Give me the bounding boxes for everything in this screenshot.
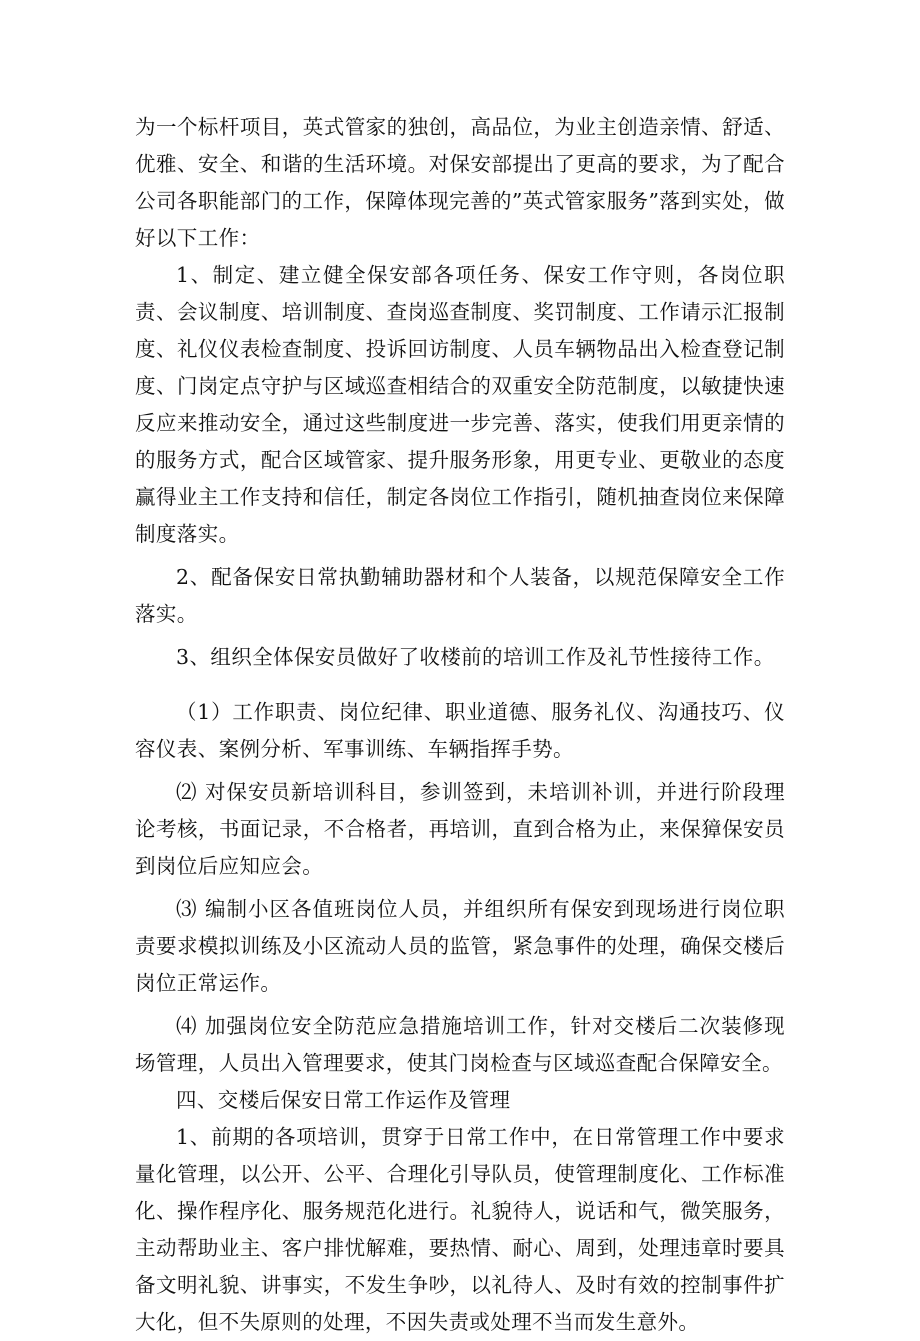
document-body <box>135 109 785 1341</box>
paragraph-subitem-2: ⑵ 对保安员新培训科目，参训签到，未培训补训，并进行阶段理论考核，书面记录，不合格者，再培训，直到合格为止，来保獐保安员到岗位后应知应会。 <box>135 780 785 878</box>
paragraph-item-3: 3、组织全体保安员做好了收楼前的培训工作及礼节性接待工作。 <box>176 645 775 669</box>
paragraph-subitem-4: ⑷ 加强岗位安全防范应急措施培训工作，针对交楼后二次装修现场管理，人员出入管理要求，使其门岗检查与区域巡查配合保障安全。 <box>135 1014 785 1075</box>
paragraph-intro: 为一个标杆项目，英式管家的独创，高品位，为业主创造亲情、舒适、优雅、安全、和谐的生活环境。对保安部提出了更高的要求，为了配合公司各职能部门的工作，保障体现完善的”英式管家服务”落到实处，做好以下工作： <box>135 115 785 250</box>
paragraph-item-2: 2、配备保安日常执勤辅助器材和个人装备，以规范保障安全工作落实。 <box>135 565 785 626</box>
paragraph-subitem-1: （1）工作职责、岗位纪律、职业道德、服务礼仪、沟通技巧、仪容仪表、案例分析、军事训练、车辆指挥手势。 <box>135 700 785 761</box>
section-heading-4: 四、交楼后保安日常工作运作及管理 <box>176 1088 511 1112</box>
paragraph-section4-item-1: 1、前期的各项培训，贯穿于日常工作中，在日常管理工作中要求量化管理，以公开、公平、合理化引导队员，使管理制度化、工作标准化、操作程序化、服务规范化进行。礼貌待人，说话和气，微笑服务，主动帮助业主、客户排忧解难，要热情、耐心、周到，处理违章时要具备文明礼貌、讲事实，不发生争吵，以礼待人、及时有效的控制事件扩大化，但不失原则的处理，不因失责或处理不当而发生意外。 <box>135 1125 785 1334</box>
paragraph-item-1: 1、制定、建立健全保安部各项任务、保安工作守则，各岗位职责、会议制度、培训制度、查岗巡查制度、奖罚制度、工作请示汇报制度、礼仪仪表检查制度、投诉回访制度、人员车辆物品出入检查登记制度、门岗定点守护与区域巡查相结合的双重安全防范制度，以敏捷快速反应来推动安全，通过这些制度进一步完善、落实，使我们用更亲情的的服务方式，配合区域管家、提升服务形象，用更专业、更敬业的态度赢得业主工作支持和信任，制定各岗位工作指引，随机抽查岗位来保障制度落实。 <box>135 263 785 546</box>
paragraph-subitem-3: ⑶ 编制小区各值班岗位人员，并组织所有保安到现场进行岗位职责要求模拟训练及小区流动人员的监管，紧急事件的处理，确保交楼后岗位正常运作。 <box>135 897 785 995</box>
